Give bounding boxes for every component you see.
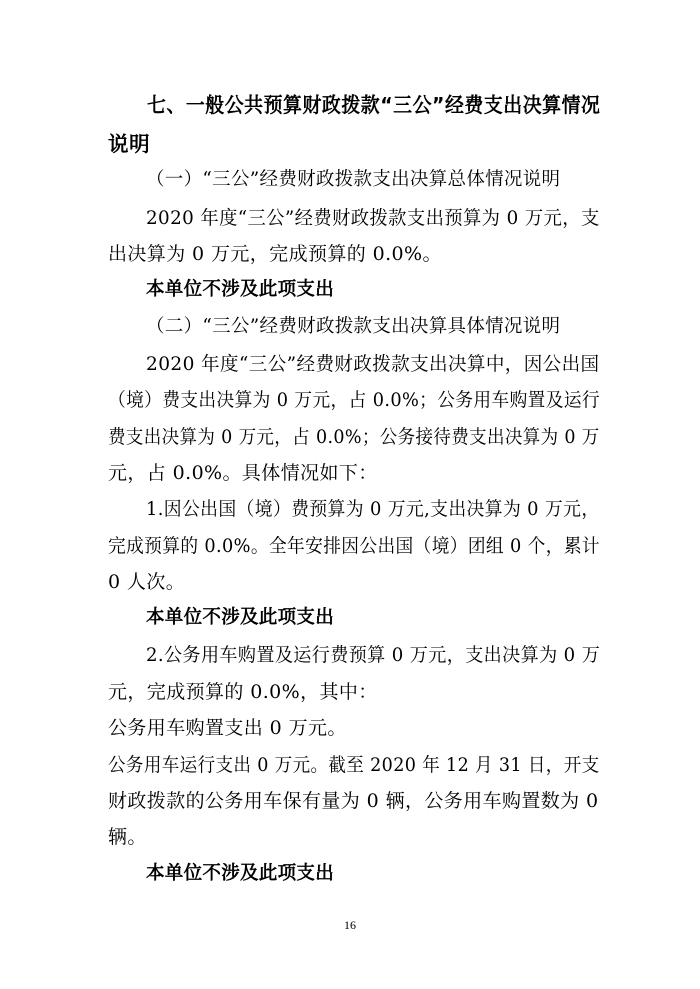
section-title-line-1: 七、一般公共预算财政拨款“三公”经费支出决算情况 — [147, 93, 601, 117]
item-2-line-1: 2.公务用车购置及运行费预算 0 万元，支出决算为 0 万 — [146, 644, 601, 666]
subsection-2-paragraph-line-3: 费支出决算为 0 万元，占 0.0%；公务接待费支出决算为 0 万 — [108, 426, 600, 448]
subsection-2-paragraph-line-2: （境）费支出决算为 0 万元，占 0.0%；公务用车购置及运行 — [108, 389, 600, 411]
subsection-2-paragraph-line-1: 2020 年度“三公”经费财政拨款支出决算中，因公出国 — [146, 353, 600, 375]
item-1-note: 本单位不涉及此项支出 — [146, 607, 335, 628]
item-2-line-6: 辆。 — [108, 826, 147, 848]
section-title-line-2: 说明 — [108, 132, 151, 156]
subsection-1-paragraph-line-2: 出决算为 0 万元，完成预算的 0.0%。 — [108, 243, 442, 265]
subsection-2-heading: （二）“三公”经费财政拨款支出决算具体情况说明 — [146, 316, 561, 337]
subsection-2-paragraph-line-4: 元，占 0.0%。具体情况如下： — [108, 462, 378, 484]
item-1-line-1: 1.因公出国（境）费预算为 0 万元,支出决算为 0 万元， — [146, 498, 600, 520]
item-2-line-5: 财政拨款的公务用车保有量为 0 辆，公务用车购置数为 0 — [108, 790, 599, 812]
item-2-line-2: 元，完成预算的 0.0%，其中： — [108, 681, 378, 703]
subsection-1-note: 本单位不涉及此项支出 — [146, 279, 335, 300]
item-1-line-2: 完成预算的 0.0%。全年安排因公出国（境）团组 0 个，累计 — [108, 535, 600, 557]
page-number: 16 — [344, 918, 356, 932]
item-2-line-4: 公务用车运行支出 0 万元。截至 2020 年 12 月 31 日，开支 — [108, 754, 600, 776]
item-1-line-3: 0 人次。 — [108, 571, 186, 593]
subsection-1-heading: （一）“三公”经费财政拨款支出决算总体情况说明 — [146, 169, 561, 190]
subsection-1-paragraph-line-1: 2020 年度“三公”经费财政拨款支出预算为 0 万元，支 — [146, 207, 600, 229]
item-2-note: 本单位不涉及此项支出 — [146, 863, 335, 884]
item-2-line-3: 公务用车购置支出 0 万元。 — [108, 717, 347, 739]
